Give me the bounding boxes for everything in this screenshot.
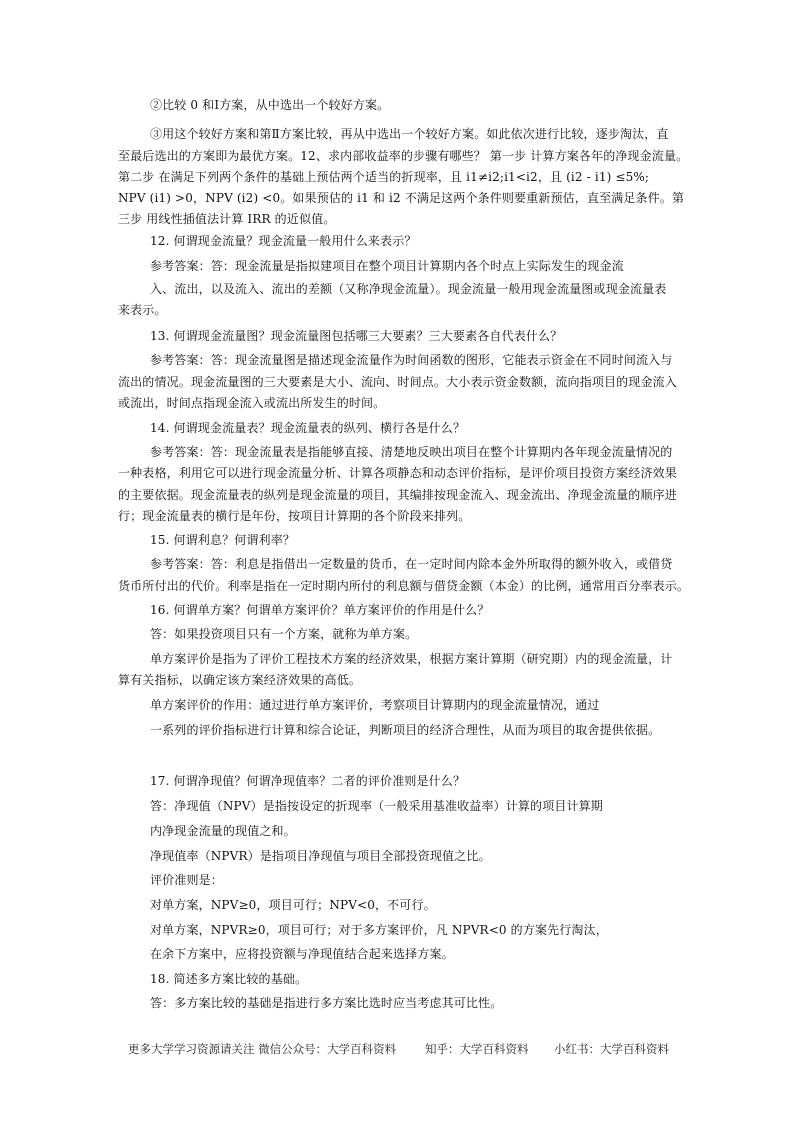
- text-line: 流出的情况。现金流量图的三大要素是大小、流向、时间点。大小表示资金数额，流向指项目的现金流入: [118, 375, 677, 389]
- text-line: ②比较 0 和Ⅰ方案，从中选出一个较好方案。: [150, 98, 390, 112]
- text-line: 一种表格，利用它可以进行现金流量分析、计算各项静态和动态评价指标，是评价项目投资方案经济效果: [118, 466, 677, 480]
- text-line: 参考答案：答：现金流量是指拟建项目在整个项目计算期内各个时点上实际发生的现金流: [150, 259, 624, 273]
- text-line: 入、流出，以及流入、流出的差额（又称净现金流量）。现金流量一般用现金流量图或现金流量表: [150, 282, 667, 296]
- text-line: 单方案评价是指为了评价工程技术方案的经济效果，根据方案计算期（研究期）内的现金流量，计: [150, 652, 673, 666]
- footer-zhihu: 知乎：大学百科资料: [425, 1042, 529, 1056]
- text-line: 对单方案，NPVR≥0，项目可行；对于多方案评价，凡 NPVR<0 的方案先行淘汰，: [150, 923, 608, 937]
- text-line: 算有关指标，以确定该方案经济效果的高低。: [118, 673, 362, 687]
- text-line: 一系列的评价指标进行计算和综合论证，判断项目的经济合理性，从而为项目的取舍提供依据。: [150, 723, 661, 737]
- text-line: ③用这个较好方案和第Ⅱ方案比较，再从中选出一个较好方案。如此依次进行比较，逐步淘汰，直: [150, 127, 669, 141]
- question-heading: 12. 何谓现金流量？现金流量一般用什么来表示？: [150, 234, 417, 248]
- text-line: 参考答案：答：现金流量图是描述现金流量作为时间函数的图形，它能表示资金在不同时间流入与: [150, 353, 673, 367]
- question-heading: 18. 简述多方案比较的基础。: [150, 972, 308, 986]
- question-heading: 16. 何谓单方案？何谓单方案评价？单方案评价的作用是什么？: [150, 603, 490, 617]
- text-line: 参考答案：答：现金流量表是指能够直接、清楚地反映出项目在整个计算期内各年现金流量情况的: [150, 445, 673, 459]
- text-line: 对单方案，NPV≥0，项目可行；NPV<0，不可行。: [150, 898, 436, 912]
- text-line: 第二步 在满足下列两个条件的基础上预估两个适当的折现率，且 i1≠i2;i1<i2，且 (i2 - i1) ≤5%;: [118, 170, 650, 184]
- text-line: 货币所付出的代价。利率是指在一定时期内所付的利息额与借贷金额（本金）的比例，通常用百分率表示。: [118, 579, 690, 593]
- text-line: 参考答案：答：利息是指借出一定数量的货币，在一定时间内除本金外所取得的额外收入，或借贷: [150, 557, 673, 571]
- question-heading: 14. 何谓现金流量表？现金流量表的纵列、横行各是什么？: [150, 421, 466, 435]
- question-heading: 15. 何谓利息？何谓利率？: [150, 533, 295, 547]
- text-line: 至最后选出的方案即为最优方案。12、求内部收益率的步骤有哪些？ 第一步 计算方案各年的净现金流量。: [118, 149, 689, 163]
- text-line: NPV (i1) >0，NPV (i2) <0。如果预估的 i1 和 i2 不满足这两个条件则要重新预估，直至满足条件。第: [118, 191, 685, 205]
- text-line: 在余下方案中，应将投资额与净现值结合起来选择方案。: [150, 947, 454, 961]
- text-line: 答：多方案比较的基础是指进行多方案比选时应当考虑其可比性。: [150, 996, 503, 1010]
- text-line: 行；现金流量表的横行是年份，按项目计算期的各个阶段来排列。: [118, 509, 471, 523]
- text-line: 单方案评价的作用：通过进行单方案评价，考察项目计算期内的现金流量情况，通过: [150, 698, 600, 712]
- text-line: 评价准则是：: [150, 873, 223, 887]
- text-line: 答：如果投资项目只有一个方案，就称为单方案。: [150, 627, 418, 641]
- text-line: 或流出，时间点指现金流入或流出所发生的时间。: [118, 396, 386, 410]
- text-line: 来表示。: [118, 303, 167, 317]
- text-line: 净现值率（NPVR）是指项目净现值与项目全部投资现值之比。: [150, 849, 491, 863]
- text-line: 内净现金流量的现值之和。: [150, 824, 296, 838]
- question-heading: 17. 何谓净现值？何谓净现值率？二者的评价准则是什么？: [150, 774, 466, 788]
- text-line: 三步 用线性插值法计算 IRR 的近似值。: [118, 212, 336, 226]
- footer-wechat: 更多大学学习资源请关注 微信公众号：大学百科资料: [128, 1042, 397, 1056]
- text-line: 的主要依据。现金流量表的纵列是现金流量的项目，其编排按现金流入、现金流出、净现金流量的顺序进: [118, 488, 677, 502]
- footer-xiaohongshu: 小红书：大学百科资料: [554, 1042, 669, 1056]
- question-heading: 13. 何谓现金流量图？现金流量图包括哪三大要素？三大要素各自代表什么？: [150, 329, 563, 343]
- text-line: 答：净现值（NPV）是指按设定的折现率（一般采用基准收益率）计算的项目计算期: [150, 799, 603, 813]
